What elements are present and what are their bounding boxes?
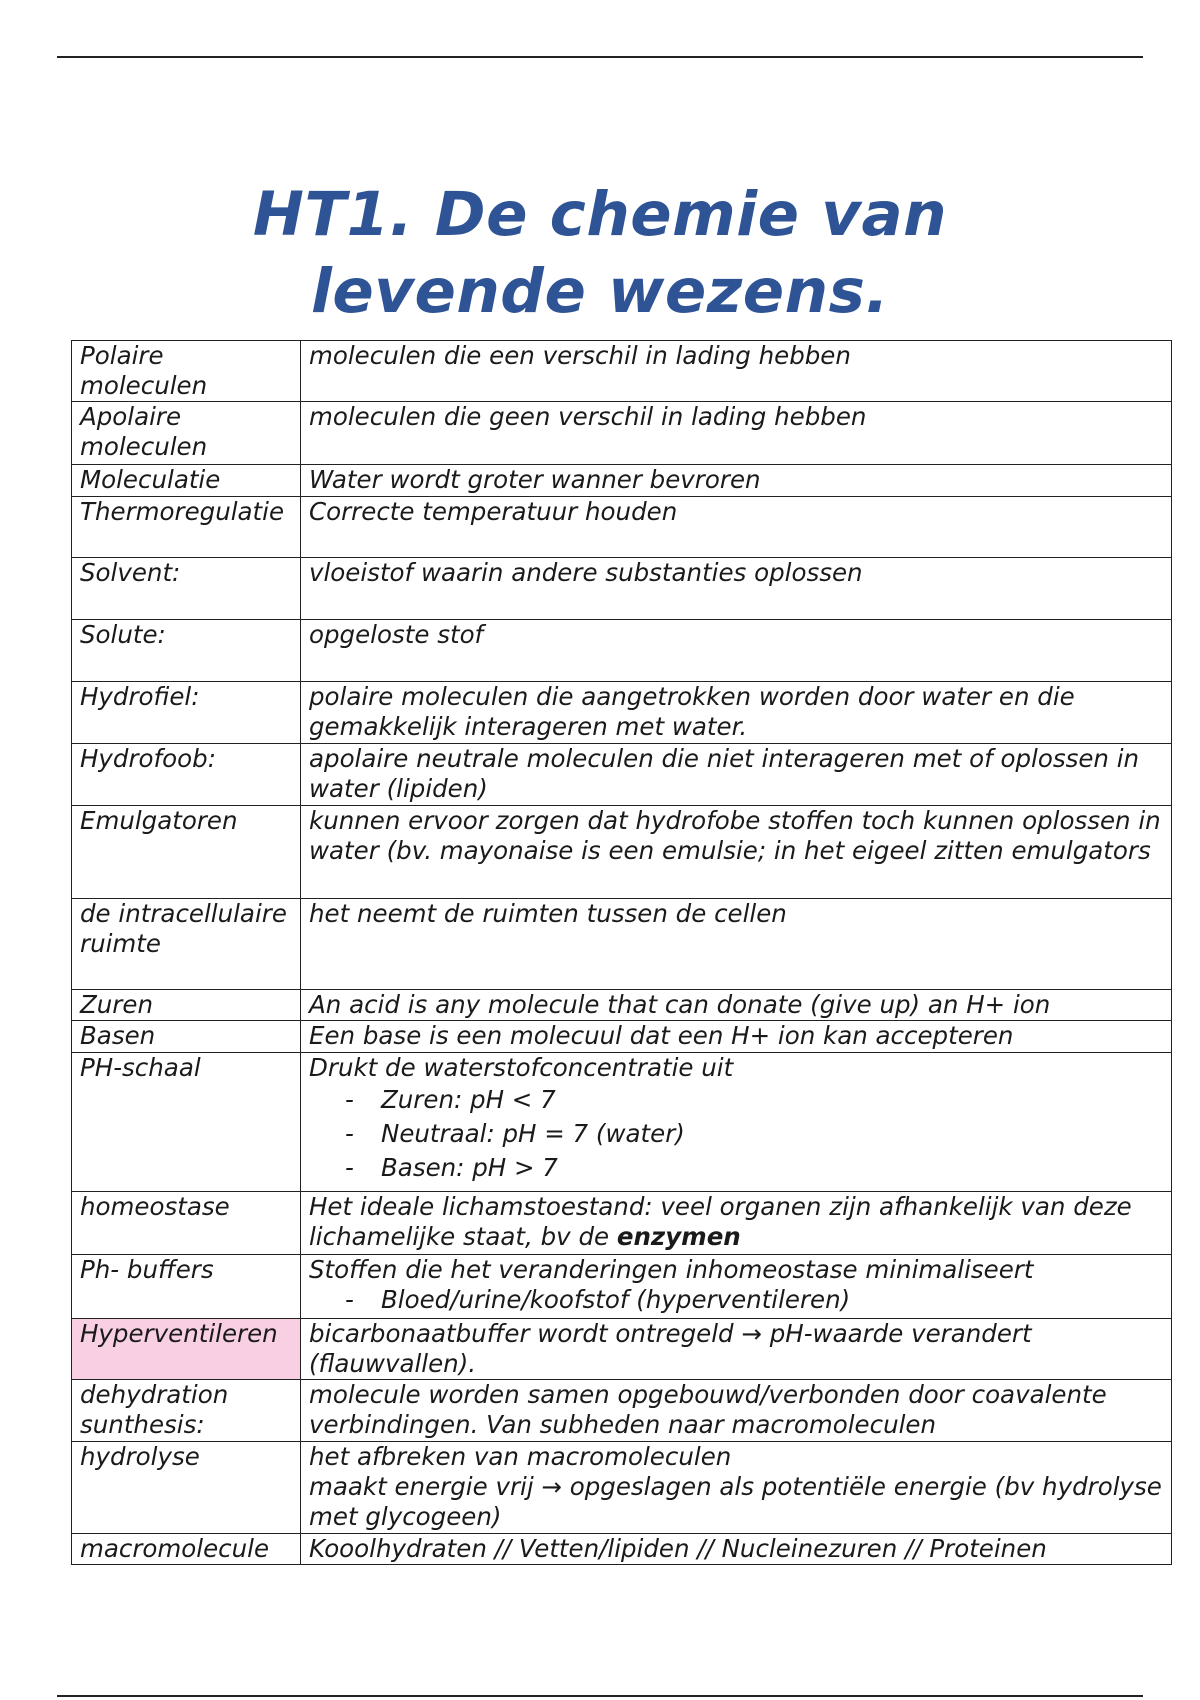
table-row (72, 1319, 1172, 1380)
term-cell: Zuren (72, 990, 301, 1021)
list-item: - Zuren: pH < 7 (345, 1083, 1163, 1117)
term-cell: Solute: (72, 620, 301, 682)
definition-cell: Kooolhydraten // Vetten/lipiden // Nucleinezuren // Proteinen (301, 1534, 1172, 1565)
top-rule (57, 56, 1143, 58)
table-row (72, 341, 1172, 402)
definition-cell: opgeloste stof (301, 620, 1172, 682)
term-cell: Thermoregulatie (72, 497, 301, 558)
definition-text: Drukt de waterstofconcentratie uit (309, 1053, 734, 1082)
table-row (72, 1053, 1172, 1192)
definition-text: het afbreken van macromoleculen (309, 1442, 732, 1471)
bullet-list (309, 1285, 1163, 1315)
definition-cell: moleculen die een verschil in lading hebben (301, 341, 1172, 402)
definition-text: Het ideale lichamstoestand: veel organen zijn afhankelijk van deze lichamelijke staat, bv de (309, 1192, 1132, 1251)
table-row (72, 1380, 1172, 1442)
term-cell: homeostase (72, 1192, 301, 1255)
definition-cell: vloeistof waarin andere substanties oplossen (301, 558, 1172, 620)
table-row (72, 899, 1172, 990)
term-cell-highlighted: Hyperventileren (72, 1319, 301, 1380)
list-item: - Basen: pH > 7 (345, 1151, 1163, 1185)
term-cell: Hydrofoob: (72, 744, 301, 806)
glossary-table (71, 340, 1172, 1565)
table-row (72, 682, 1172, 744)
table-row (72, 744, 1172, 806)
definition-cell: Water wordt groter wanner bevroren (301, 465, 1172, 497)
table-row (72, 1534, 1172, 1565)
table-row (72, 806, 1172, 899)
term-cell: hydrolyse (72, 1442, 301, 1534)
definition-cell (301, 1442, 1172, 1534)
definition-cell: molecule worden samen opgebouwd/verbonden door coavalente verbindingen. Van subheden naar macromoleculen (301, 1380, 1172, 1442)
table-row (72, 558, 1172, 620)
term-cell: Solvent: (72, 558, 301, 620)
definition-text: Stoffen die het veranderingen inhomeostase minimaliseert (309, 1255, 1034, 1284)
definition-cell: Correcte temperatuur houden (301, 497, 1172, 558)
title-line-1: HT1. De chemie van (252, 179, 948, 250)
table-row (72, 1192, 1172, 1255)
title-line-2: levende wezens. (310, 256, 890, 327)
definition-cell: An acid is any molecule that can donate (give up) an H+ ion (301, 990, 1172, 1021)
definition-cell: het neemt de ruimten tussen de cellen (301, 899, 1172, 990)
table-row (72, 497, 1172, 558)
table-row (72, 465, 1172, 497)
definition-cell (301, 1255, 1172, 1319)
emphasis-text: enzymen (616, 1222, 741, 1251)
bullet-list (309, 1083, 1163, 1185)
term-cell: Apolaire moleculen (72, 402, 301, 465)
term-cell: Hydrofiel: (72, 682, 301, 744)
bottom-rule (57, 1695, 1143, 1697)
definition-cell (301, 1192, 1172, 1255)
table-row (72, 990, 1172, 1021)
table-row (72, 620, 1172, 682)
table-row (72, 1021, 1172, 1053)
definition-cell: bicarbonaatbuffer wordt ontregeld → pH-waarde verandert (flauwvallen). (301, 1319, 1172, 1380)
term-cell: Emulgatoren (72, 806, 301, 899)
term-cell: Polaire moleculen (72, 341, 301, 402)
table-row (72, 402, 1172, 465)
page-title (0, 176, 1200, 330)
term-cell: PH-schaal (72, 1053, 301, 1192)
list-item: - Neutraal: pH = 7 (water) (345, 1117, 1163, 1151)
term-cell: dehydration sunthesis: (72, 1380, 301, 1442)
term-cell: Basen (72, 1021, 301, 1053)
definition-cell: polaire moleculen die aangetrokken worden door water en die gemakkelijk interageren met water. (301, 682, 1172, 744)
term-cell: Moleculatie (72, 465, 301, 497)
table-row (72, 1442, 1172, 1534)
definition-cell: apolaire neutrale moleculen die niet interageren met of oplossen in water (lipiden) (301, 744, 1172, 806)
term-cell: macromolecule (72, 1534, 301, 1565)
definition-cell: Een base is een molecuul dat een H+ ion kan accepteren (301, 1021, 1172, 1053)
term-cell: Ph- buffers (72, 1255, 301, 1319)
table-row (72, 1255, 1172, 1319)
definition-cell: moleculen die geen verschil in lading hebben (301, 402, 1172, 465)
term-cell: de intracellulaire ruimte (72, 899, 301, 990)
definition-cell (301, 1053, 1172, 1192)
list-item: - Bloed/urine/koofstof (hyperventileren) (345, 1285, 1163, 1315)
definition-text-extra: maakt energie vrij → opgeslagen als potentiële energie (bv hydrolyse met glycogeen) (309, 1472, 1162, 1531)
definition-cell: kunnen ervoor zorgen dat hydrofobe stoffen toch kunnen oplossen in water (bv. mayonaise is een emulsie; in het eigeel zitten emulgators (301, 806, 1172, 899)
